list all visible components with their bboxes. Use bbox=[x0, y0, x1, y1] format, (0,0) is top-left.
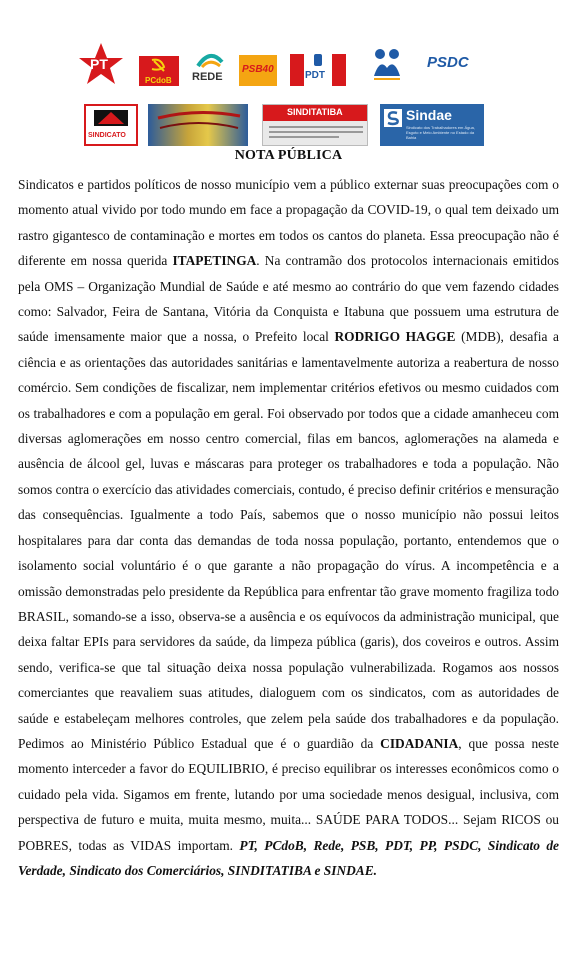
pdt-logo bbox=[290, 50, 346, 86]
body-text-part-2: . Na contramão dos protocolos internacionais emitidos pela OMS – Organização Mundial de Saúde e até mesmo ao contrário do que vem fazendo cidades como: Salvador, Feira de Santana, Vitória da Conquista e Itabuna que possuem uma estrutura de saúde imensamente maior que a nossa, o Prefeito local bbox=[18, 253, 560, 345]
hammer-sickle-icon bbox=[139, 56, 179, 76]
body-text-part-3: (MDB), desafia a ciência e as orientações das autoridades sanitárias e lamentavelmente autoriza a reabertura de nosso comércio. Sem condições de fiscalizar, nem implementar critérios efetivos ou mesmo cuidados com os trabalhadores e com a população em geral. Foi observado por todos que a cidade amanheceu com diversas aglomerações em nosso centro comercial, filas em bancos, aglomerações na alameda e ausência de álcool gel, luvas e máscaras para proteger os trabalhadores e toda a população. Não somos contra o exercício das atividades comerciais, contudo, é preciso definir critérios e mensuração das consequências. Igualmente a todo País, sabemos que o nosso município não possui leitos hospitalares para dar conta das demandas de toda nossa população, portanto, entendemos que o isolamento social voluntário é o que garante a não propagação do vírus. A incompetência e a omissão demonstradas pelo presidente da República para enfrentar tão grave momento fragiliza todo BRASIL, somando-se a isso, observa-se a ausência e os equívocos da administração municipal, que deixa faltar EPIs para servidores da saúde, da limpeza pública (garis), dos coveiros e outros. Assim sendo, verifica-se que tal situação deixa nossa população vulnerabilizada. Rogamos aos nossos comerciantes que reavaliem suas atitudes, dialoguem com os sindicatos, com as autoridades de saúde e estabeleçam melhores controles, que zelem pela saúde dos trabalhadores e da população. Pedimos ao Ministério Público Estadual que é o guardião da bbox=[18, 329, 559, 751]
body-text-part-1: Sindicatos e partidos políticos de nosso município vem a público externar suas preocupações com o momento atual vivido por todo mundo em face a propagação da COVID-19, o qual tem deixado um rastro gigantesco de contaminação e mortes em todos os cantos do planeta. Essa preocupação não é diferente em nossa querida bbox=[18, 177, 559, 269]
pt-logo bbox=[77, 42, 125, 86]
sindae-subtitle: Sindicato dos Trabalhadores em Água, Esgoto e Meio Ambiente no Estado da Bahia bbox=[406, 125, 475, 140]
psdc-label: PSDC bbox=[427, 54, 469, 71]
rede-arc-icon bbox=[190, 50, 230, 70]
sinditatiba-logo bbox=[262, 104, 368, 146]
sinditatiba-label: SINDITATIBA bbox=[287, 107, 343, 117]
sindicato-verdade-logo bbox=[84, 104, 138, 146]
sindae-logo bbox=[380, 104, 484, 146]
union-logos-row bbox=[0, 104, 577, 152]
rede-label: REDE bbox=[192, 71, 223, 83]
citizenship-word: CIDADANIA bbox=[380, 735, 459, 751]
pcdob-logo bbox=[139, 56, 179, 86]
pdt-hand-icon bbox=[308, 52, 328, 68]
pcdob-label: PCdoB bbox=[145, 76, 172, 85]
mayor-name: RODRIGO HAGGE bbox=[334, 329, 456, 345]
sindicato-comerciarios-logo bbox=[148, 104, 248, 146]
pdt-label: PDT bbox=[305, 70, 325, 81]
comerciarios-banner-graphic bbox=[148, 104, 248, 146]
psdc-logo bbox=[425, 52, 481, 82]
body-text-part-4: , que possa neste momento interceder a favor do EQUILIBRIO, é preciso equilibrar os interesses econômicos como o cuidado pela vida. Sigamos em frente, lutando por uma sociedade menos desigual, inclusiva, com perspectiva de futuro e muita, muita mesmo, muita... SAÚDE PARA TODOS... Sejam RICOS ou POBRES, todas as VIDAS importam. bbox=[18, 735, 559, 853]
sindicato-emblem-icon bbox=[86, 106, 136, 130]
signatories: PT, PCdoB, Rede, PSB, PDT, PP, PSDC, Sindicato de Verdade, Sindicato dos Comerciários, SINDITATIBA e SINDAE. bbox=[18, 837, 559, 878]
sindicato-label: SINDICATO bbox=[88, 132, 126, 139]
psb-logo bbox=[239, 55, 277, 86]
city-name: ITAPETINGA bbox=[172, 253, 257, 269]
pt-label: PT bbox=[90, 56, 108, 72]
sindae-label: Sindae bbox=[406, 107, 452, 123]
public-note-body bbox=[18, 172, 559, 883]
psb-label: PSB40 bbox=[242, 64, 274, 75]
party-logos-row bbox=[0, 42, 577, 90]
pp-logo bbox=[370, 46, 404, 86]
page-title: NOTA PÚBLICA bbox=[234, 148, 343, 163]
rede-logo bbox=[190, 50, 230, 86]
sindae-emblem-icon bbox=[383, 108, 403, 128]
pp-figures-icon bbox=[370, 46, 404, 86]
